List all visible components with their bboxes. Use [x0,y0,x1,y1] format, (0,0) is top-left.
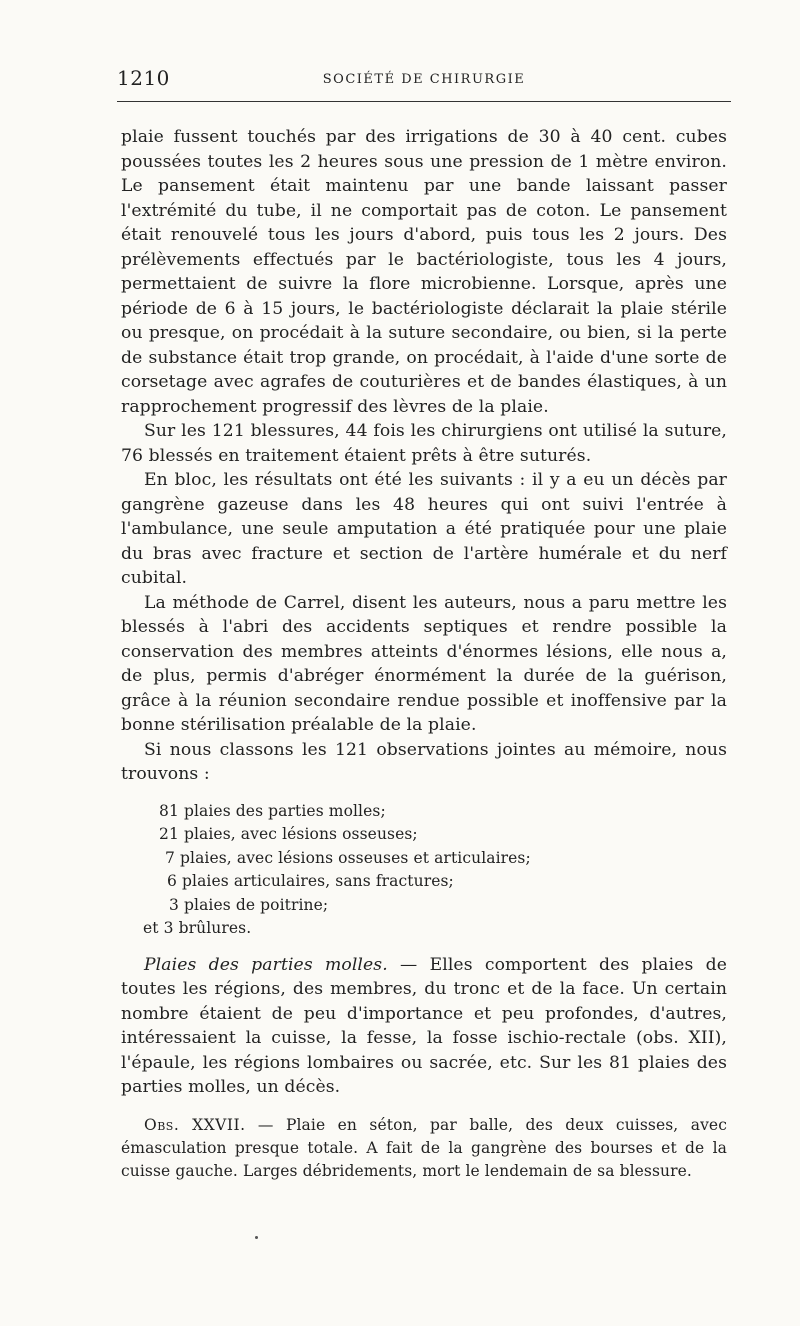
body-text [121,125,727,1183]
page-header [117,62,727,92]
list-item: 3 plaies de poitrine; [169,895,329,914]
paragraph: Sur les 121 blessures, 44 fois les chirurgiens ont utilisé la suture, 76 blessés en traitement étaient prêts à être suturés. [121,421,727,466]
paragraph: En bloc, les résultats ont été les suivants : il y a eu un décès par gangrène gazeuse dans les 48 heures qui ont suivi l'entrée à l'ambulance, une seule amputation a été pratiquée pour une plaie du bras avec fracture et section de l'artère humérale et du nerf cubital. [121,470,727,588]
section-text: — Elles comportent des plaies de toutes les régions, des membres, du tronc et de la face. Un certain nombre étaient de peu d'importance et peu profondes, d'autres, intéressaient la cuisse, la fesse, la fosse ischio-rectale (obs. XII), l'épaule, les régions lombaires ou sacrée, etc. Sur les 81 plaies des parties molles, un décès. [121,954,727,1097]
page [117,62,727,1180]
list-item: 7 plaies, avec lésions osseuses et articulaires; [165,848,531,867]
ink-dot [255,1236,258,1239]
list-item: 6 plaies articulaires, sans fractures; [167,872,454,890]
header-rule [117,101,731,102]
list-item: 81 plaies des parties molles; [159,801,386,820]
running-title: SOCIÉTÉ DE CHIRURGIE [322,72,526,87]
observation-paragraph [121,1114,727,1183]
page-number: 1210 [117,66,170,90]
paragraph: La méthode de Carrel, disent les auteurs, nous a paru mettre les blessés à l'abri des accidents septiques et rendre possible la conservation des membres atteints d'énormes lésions, elle nous a, de plus, permis d'abréger énormément la durée de la guérison, grâce à la réunion secondaire rendue possible et inoffensive par la bonne stérilisation préalable de la plaie. [121,592,727,735]
list-item: 21 plaies, avec lésions osseuses; [159,825,418,843]
classification-list [121,800,727,941]
paragraph: Si nous classons les 121 observations jointes au mémoire, nous trouvons : [121,739,727,784]
paragraph: plaie fussent touchés par des irrigations de 30 à 40 cent. cubes poussées toutes les 2 heures sous une pression de 1 mètre environ. Le pansement était maintenu par une bande laissant passer l'extrémité du tube, il ne comportait pas de coton. Le pansement était renouvelé tous les jours d'abord, puis tous les 2 jours. Des prélèvements effectués par le bactériologiste, tous les 4 jours, permettaient de suivre la flore microbienne. Lorsque, après une période de 6 à 15 jours, le bactériologiste déclarait la plaie stérile ou presque, on procédait à la suture secondaire, ou bien, si la perte de substance était trop grande, on procédait, à l'aide d'une sorte de corsetage avec agrafes de couturières et de bandes élastiques, à un rapprochement progressif des lèvres de la plaie. [121,127,727,417]
section-paragraph [121,953,727,1100]
section-heading: Plaies des parties molles. [144,954,388,975]
observation-label: Obs. XXVII. [144,1115,246,1134]
list-item: et 3 brûlures. [143,919,252,937]
observation-text: — Plaie en séton, par balle, des deux cuisses, avec émasculation presque totale. A fait de la gangrène des bourses et de la cuisse gauche. Larges débridements, mort le lendemain de sa blessure. [121,1115,727,1180]
